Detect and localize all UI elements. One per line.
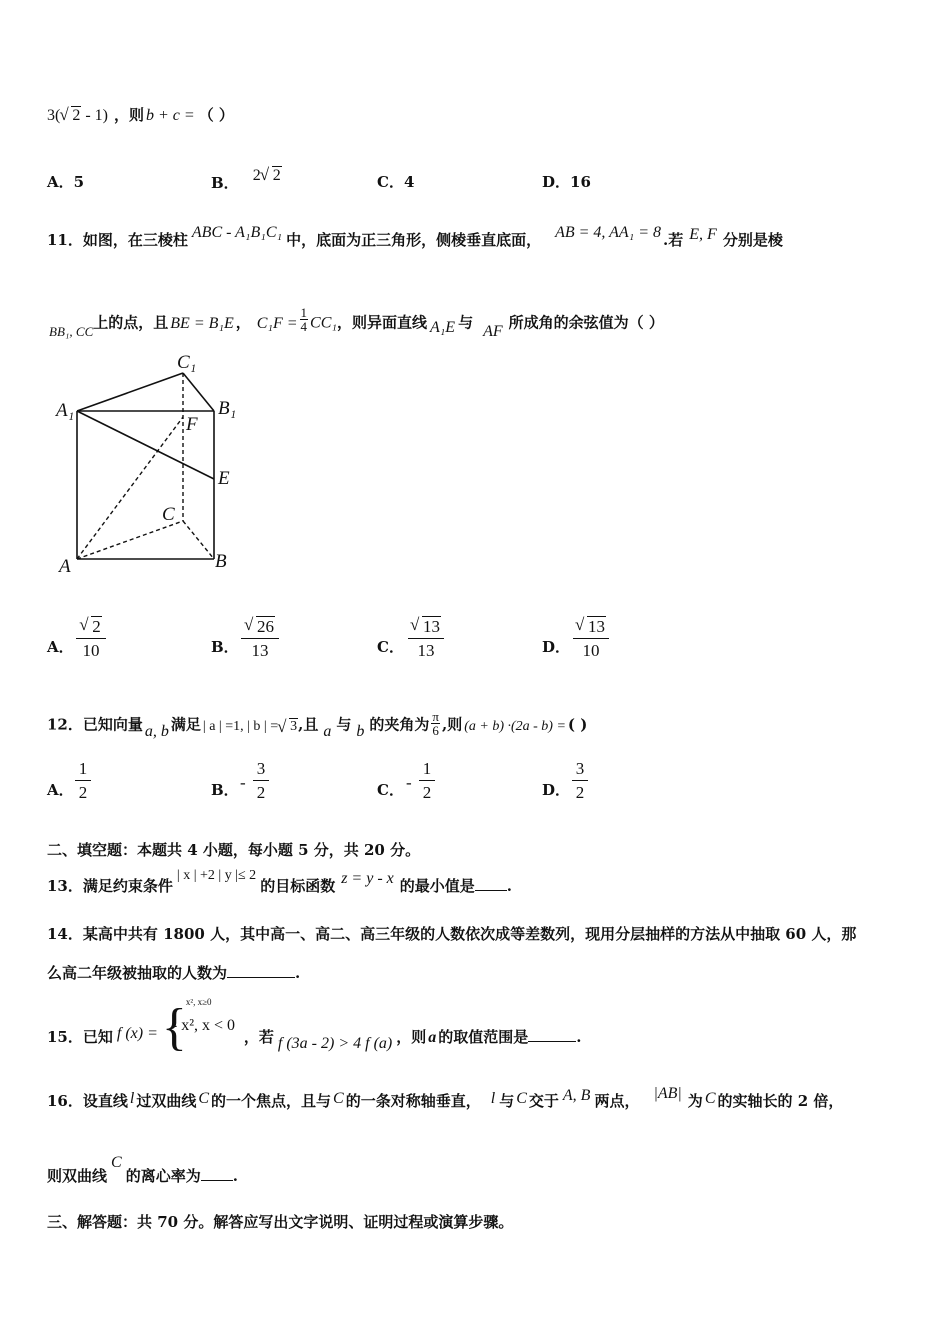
q12-angle-fraction: $\frac{\pi}{6}$: [432, 709, 439, 738]
label-b1: B₁: [218, 398, 237, 419]
q11-option-d-fraction: √ 13 10: [573, 618, 609, 659]
q12-option-c-fraction: 1 2: [419, 760, 435, 801]
sqrt-symbol: √ 2: [60, 108, 81, 124]
label-e: E: [218, 468, 230, 489]
q12-option-c-label[interactable]: C．: [377, 781, 404, 799]
piecewise-function: { x², x≥0 - x², x < 0: [161, 997, 236, 1056]
section-2-heading: 二、填空题：本题共 4 小题，每小题 5 分，共 20 分。: [47, 841, 421, 859]
q10-option-a[interactable]: A．5: [47, 173, 85, 191]
edge-a1-c1: [77, 373, 183, 411]
q16-line1: 16．设直线 l 过双曲线 C 的一个焦点，且与 C 的一条对称轴垂直， l 与 C 交于 A, B 两点， |AB| 为 C 的实轴长的 2 倍，: [47, 1085, 844, 1110]
q11-line1: 11．如图，在三棱柱 ABC - A₁B₁C₁ 中，底面为正三角形，侧棱垂直底面， AB = 4, AA₁ = 8 .若 E, F 分别是棱: [47, 224, 783, 249]
edge-a-c-hidden: [77, 521, 183, 559]
q12-option-d-fraction: 3 2: [572, 760, 588, 801]
q10-option-d[interactable]: D．16: [542, 173, 591, 191]
q11-option-a-label[interactable]: A．: [47, 638, 74, 656]
q14-line2: 么高二年级被抽取的人数为 .: [47, 964, 301, 982]
q14-answer-blank[interactable]: [227, 965, 295, 978]
q12-option-b-fraction: 3 2: [253, 760, 269, 801]
edge-c1-b1: [183, 373, 214, 411]
edge-c-b-hidden: [183, 521, 214, 559]
prism-figure: [50, 348, 250, 578]
q11-option-b-label[interactable]: B．: [211, 638, 239, 656]
q11-option-b-fraction: √ 26 13: [241, 618, 279, 659]
q10-option-c[interactable]: C．4: [377, 173, 415, 191]
q10-line: 3(√ 2 - 1) ，则 b + c = （ ）: [47, 108, 234, 124]
q15-line: 15．已知 f (x) = { x², x≥0 - x², x < 0 ，若 f (3a - 2) > 4 f (a) ，则 a 的取值范围是 .: [47, 997, 582, 1056]
label-c: C: [162, 504, 175, 525]
label-a1: A₁: [56, 400, 75, 421]
q11-option-a-fraction: √ 2 10: [76, 618, 106, 659]
label-f: F: [186, 414, 198, 435]
label-b: B: [215, 551, 227, 572]
q11-line2: BB₁, CC上的点，且 BE = B₁E ， C₁F = $\frac{1}{4}$ CC₁，则异面直线 A₁E 与 AF 所成角的余弦值为（ ）: [49, 305, 664, 340]
q10-option-b[interactable]: B． 2√ 2: [211, 168, 282, 184]
q14-line1: 14．某高中共有 1800 人，其中高一、高二、高三年级的人数依次成等差数列，现用分层抽样的方法从中抽取 60 人，那: [47, 925, 857, 943]
q11-fraction: $\frac{1}{4}$: [300, 305, 308, 334]
q12-option-b-sign: -: [240, 773, 246, 792]
q16-answer-blank[interactable]: [201, 1168, 233, 1181]
q11-option-c-fraction: √ 13 13: [408, 618, 444, 659]
q13-answer-blank[interactable]: [475, 878, 507, 891]
q15-answer-blank[interactable]: [528, 1029, 576, 1042]
q12-line: 12．已知向量 a, b 满足 | a | =1, | b | =√ 3,且 a 与 b 的夹角为 $\frac{\pi}{6}$ ,则 (a + b) ·(2a - b) = ( ): [47, 712, 587, 739]
section-3-heading: 三、解答题：共 70 分。解答应写出文字说明、证明过程或演算步骤。: [47, 1213, 514, 1231]
segment-a-f-hidden: [77, 417, 183, 559]
q12-option-a-fraction: 1 2: [75, 760, 91, 801]
label-c1: C₁: [177, 352, 197, 373]
q16-line2: 则双曲线C的离心率为 .: [47, 1154, 238, 1185]
label-a: A: [59, 556, 71, 577]
q13-line: 13．满足约束条件| x | +2 | y |≤ 2的目标函数 z = y - x 的最小值是 .: [47, 868, 513, 895]
q12-option-b-label[interactable]: B．: [211, 781, 239, 799]
q11-option-c-label[interactable]: C．: [377, 638, 404, 656]
q12-option-c-sign: -: [406, 773, 412, 792]
q11-option-d-label[interactable]: D．: [542, 638, 571, 656]
q12-option-d-label[interactable]: D．: [542, 781, 571, 799]
q12-option-a-label[interactable]: A．: [47, 781, 74, 799]
